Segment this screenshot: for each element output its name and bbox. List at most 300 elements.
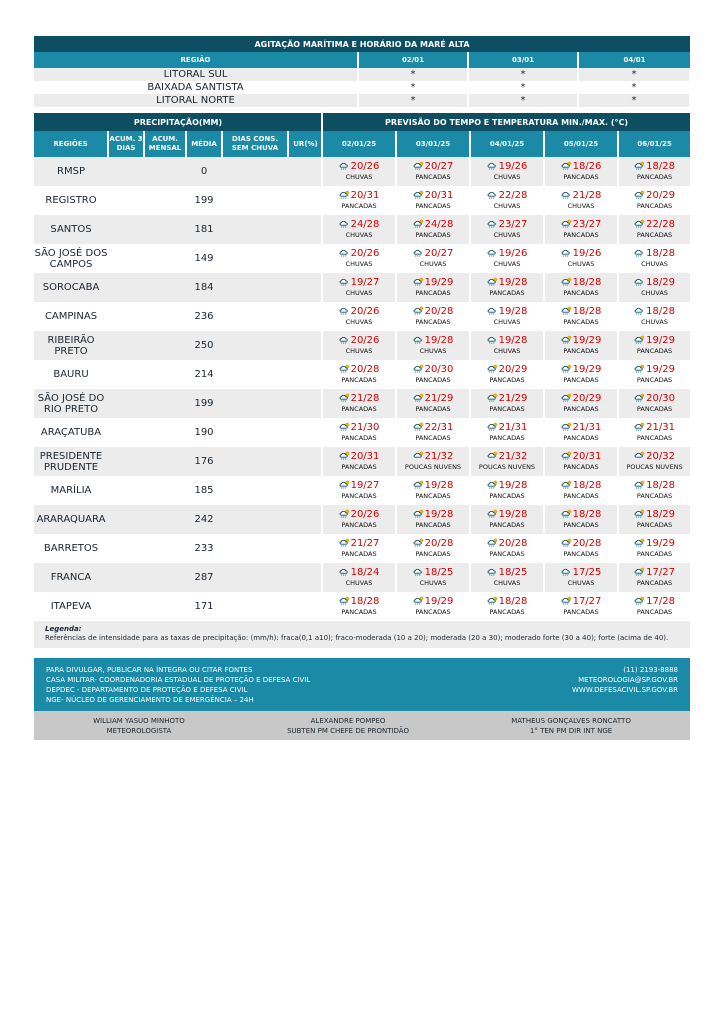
footer-line: PARA DIVULGAR, PUBLICAR NA ÍNTEGRA OU CITAR FONTES bbox=[46, 666, 253, 674]
temp-range: 18/25 bbox=[498, 567, 528, 578]
forecast-cell bbox=[544, 157, 618, 186]
condition: PANCADAS bbox=[489, 550, 525, 558]
condition: CHUVAS bbox=[493, 202, 521, 210]
dias-cell bbox=[222, 389, 288, 418]
temp-range: 19/26 bbox=[498, 248, 528, 259]
condition: PANCADAS bbox=[489, 521, 525, 529]
media-value: 250 bbox=[186, 331, 222, 360]
sun-cloud-rain-icon bbox=[413, 393, 425, 404]
mare-region: BAIXADA SANTISTA bbox=[34, 81, 358, 94]
sun-cloud-icon bbox=[487, 451, 499, 462]
ur-cell bbox=[288, 215, 322, 244]
forecast-cell bbox=[618, 389, 690, 418]
region-name: SOROCABA bbox=[34, 273, 108, 302]
condition: PANCADAS bbox=[415, 173, 451, 181]
temp-range: 18/28 bbox=[572, 480, 602, 491]
condition: PANCADAS bbox=[341, 376, 377, 384]
sun-cloud-rain-icon bbox=[339, 422, 351, 433]
cloud-rain-icon bbox=[339, 219, 351, 230]
sun-cloud-rain-icon bbox=[413, 596, 425, 607]
forecast-cell bbox=[396, 360, 470, 389]
forecast-cell bbox=[470, 534, 544, 563]
region-name: RMSP bbox=[34, 157, 108, 186]
sun-cloud-icon bbox=[634, 451, 646, 462]
dias-cell bbox=[222, 476, 288, 505]
temp-range: 21/27 bbox=[350, 538, 380, 549]
dias-cell bbox=[222, 563, 288, 592]
acum3-cell bbox=[108, 186, 144, 215]
cloud-rain-icon bbox=[339, 306, 351, 317]
acum-mensal-cell bbox=[144, 476, 186, 505]
ur-cell bbox=[288, 302, 322, 331]
temp-range: 18/28 bbox=[646, 248, 675, 259]
condition: PANCADAS bbox=[563, 173, 599, 181]
condition: PANCADAS bbox=[415, 376, 451, 384]
condition: PANCADAS bbox=[563, 376, 599, 384]
forecast-cell bbox=[618, 534, 690, 563]
acum3-cell bbox=[108, 476, 144, 505]
acum-mensal-cell bbox=[144, 592, 186, 621]
cloud-rain-icon bbox=[487, 306, 499, 317]
temp-range: 19/29 bbox=[424, 277, 454, 288]
sun-cloud-rain-icon bbox=[634, 567, 646, 578]
mare-value: * bbox=[578, 94, 690, 107]
media-value: 214 bbox=[186, 360, 222, 389]
signature-name: ALEXANDRE POMPEO bbox=[310, 717, 386, 725]
region-name: SÃO JOSÉ DOS CAMPOS bbox=[34, 244, 108, 273]
media-value: 149 bbox=[186, 244, 222, 273]
acum-mensal-cell bbox=[144, 447, 186, 476]
sun-cloud-rain-icon bbox=[634, 596, 646, 607]
forecast-cell bbox=[396, 389, 470, 418]
mare-value: * bbox=[358, 81, 468, 94]
forecast-row bbox=[34, 157, 690, 186]
col-regioes: REGIÕES bbox=[53, 139, 88, 148]
cloud-rain-icon bbox=[413, 567, 425, 578]
condition: CHUVAS bbox=[345, 579, 373, 587]
forecast-cell bbox=[322, 360, 396, 389]
condition: PANCADAS bbox=[636, 492, 673, 500]
temp-range: 19/29 bbox=[646, 538, 675, 549]
forecast-cell bbox=[544, 418, 618, 447]
condition: PANCADAS bbox=[563, 492, 599, 500]
condition: CHUVAS bbox=[345, 231, 373, 239]
sun-cloud-rain-icon bbox=[339, 190, 351, 201]
forecast-cell bbox=[544, 215, 618, 244]
condition: PANCADAS bbox=[415, 550, 451, 558]
forecast-cell bbox=[618, 186, 690, 215]
temp-range: 20/31 bbox=[424, 190, 454, 201]
condition: PANCADAS bbox=[563, 289, 599, 297]
col-media: MÉDIA bbox=[186, 131, 222, 157]
forecast-cell bbox=[470, 476, 544, 505]
sun-cloud-rain-icon bbox=[339, 480, 351, 491]
footer-email[interactable]: METEOROLOGIA@SP.GOV.BR bbox=[578, 676, 678, 684]
region-name: BARRETOS bbox=[34, 534, 108, 563]
temp-range: 20/31 bbox=[572, 451, 602, 462]
mare-row bbox=[34, 94, 690, 107]
forecast-cell bbox=[470, 418, 544, 447]
sun-cloud-rain-icon bbox=[561, 393, 573, 404]
cloud-rain-icon bbox=[634, 248, 646, 259]
forecast-cell bbox=[322, 273, 396, 302]
temp-range: 18/28 bbox=[646, 161, 675, 172]
forecast-table bbox=[34, 113, 690, 621]
temp-range: 22/28 bbox=[646, 219, 675, 230]
col-date: 06/01/25 bbox=[618, 131, 690, 157]
temp-range: 20/30 bbox=[646, 393, 675, 404]
footer-website[interactable]: WWW.DEFESACIVIL.SP.GOV.BR bbox=[571, 686, 678, 694]
mare-value: * bbox=[468, 68, 578, 81]
sun-cloud-rain-icon bbox=[413, 161, 425, 172]
forecast-row bbox=[34, 592, 690, 621]
dias-cell bbox=[222, 157, 288, 186]
condition: CHUVAS bbox=[419, 260, 447, 268]
forecast-cell bbox=[396, 331, 470, 360]
signature-role: 1° TEN PM DIR INT NGE bbox=[529, 727, 613, 735]
temp-range: 20/32 bbox=[646, 451, 675, 462]
mare-row bbox=[34, 68, 690, 81]
bulletin bbox=[34, 36, 690, 740]
acum-mensal-cell bbox=[144, 563, 186, 592]
ur-cell bbox=[288, 273, 322, 302]
temp-range: 20/26 bbox=[350, 509, 380, 520]
condition: POUCAS NUVENS bbox=[404, 463, 462, 471]
dias-cell bbox=[222, 273, 288, 302]
sun-cloud-rain-icon bbox=[634, 161, 646, 172]
sun-cloud-rain-icon bbox=[413, 364, 425, 375]
condition: PANCADAS bbox=[563, 463, 599, 471]
ur-cell bbox=[288, 186, 322, 215]
temp-range: 21/28 bbox=[572, 190, 602, 201]
temp-range: 20/30 bbox=[424, 364, 454, 375]
mare-value: * bbox=[468, 81, 578, 94]
temp-range: 22/28 bbox=[498, 190, 528, 201]
condition: PANCADAS bbox=[489, 608, 525, 616]
condition: CHUVAS bbox=[493, 318, 521, 326]
dias-cell bbox=[222, 534, 288, 563]
sun-cloud-rain-icon bbox=[339, 451, 351, 462]
dias-cell bbox=[222, 418, 288, 447]
condition: PANCADAS bbox=[415, 202, 451, 210]
temp-range: 21/32 bbox=[424, 451, 454, 462]
sun-cloud-icon bbox=[413, 451, 425, 462]
forecast-cell bbox=[544, 244, 618, 273]
region-name: ARAÇATUBA bbox=[34, 418, 108, 447]
condition: POUCAS NUVENS bbox=[626, 463, 683, 471]
legend bbox=[34, 621, 690, 648]
region-name: SÃO JOSÉ DO RIO PRETO bbox=[34, 389, 108, 418]
acum3-cell bbox=[108, 331, 144, 360]
region-name: BAURU bbox=[34, 360, 108, 389]
forecast-cell bbox=[544, 505, 618, 534]
forecast-cell bbox=[322, 331, 396, 360]
condition: PANCADAS bbox=[563, 550, 599, 558]
temp-range: 19/27 bbox=[350, 480, 380, 491]
signature-name: MATHEUS GONÇALVES RONCATTO bbox=[511, 717, 631, 725]
sun-cloud-rain-icon bbox=[634, 538, 646, 549]
ur-cell bbox=[288, 157, 322, 186]
acum-mensal-cell bbox=[144, 186, 186, 215]
cloud-rain-icon bbox=[634, 306, 646, 317]
acum-mensal-cell bbox=[144, 418, 186, 447]
forecast-cell bbox=[618, 592, 690, 621]
acum-mensal-cell bbox=[144, 505, 186, 534]
condition: CHUVAS bbox=[567, 260, 595, 268]
forecast-cell bbox=[470, 447, 544, 476]
temp-range: 24/28 bbox=[424, 219, 454, 230]
temp-range: 18/28 bbox=[572, 509, 602, 520]
forecast-cell bbox=[544, 331, 618, 360]
footer-line: DEPDEC - DEPARTAMENTO DE PROTEÇÃO E DEFESA CIVIL bbox=[46, 686, 248, 694]
region-name: ARARAQUARA bbox=[34, 505, 108, 534]
sun-cloud-rain-icon bbox=[634, 422, 646, 433]
forecast-cell bbox=[322, 505, 396, 534]
forecast-cell bbox=[544, 592, 618, 621]
condition: CHUVAS bbox=[641, 318, 668, 326]
cloud-rain-icon bbox=[487, 567, 499, 578]
temp-range: 17/25 bbox=[572, 567, 602, 578]
cloud-rain-icon bbox=[339, 248, 351, 259]
sun-cloud-rain-icon bbox=[561, 364, 573, 375]
condition: PANCADAS bbox=[415, 434, 451, 442]
forecast-cell bbox=[544, 360, 618, 389]
forecast-cell bbox=[322, 215, 396, 244]
cloud-rain-icon bbox=[339, 335, 351, 346]
forecast-cell bbox=[396, 186, 470, 215]
forecast-cell bbox=[322, 592, 396, 621]
mare-value: * bbox=[358, 94, 468, 107]
forecast-cell bbox=[470, 186, 544, 215]
temp-range: 20/28 bbox=[424, 538, 454, 549]
sun-cloud-rain-icon bbox=[339, 509, 351, 520]
forecast-cell bbox=[618, 331, 690, 360]
condition: PANCADAS bbox=[489, 492, 525, 500]
cloud-rain-icon bbox=[487, 161, 499, 172]
sun-cloud-rain-icon bbox=[634, 364, 646, 375]
forecast-cell bbox=[470, 157, 544, 186]
temp-range: 20/29 bbox=[646, 190, 675, 201]
mare-value: * bbox=[358, 68, 468, 81]
acum-mensal-cell bbox=[144, 389, 186, 418]
temp-range: 19/28 bbox=[498, 277, 528, 288]
col-acum-mensal: ACUM. MENSAL bbox=[144, 131, 186, 157]
footer-right bbox=[572, 665, 678, 705]
forecast-cell bbox=[544, 563, 618, 592]
condition: PANCADAS bbox=[341, 405, 377, 413]
dias-cell bbox=[222, 302, 288, 331]
condition: CHUVAS bbox=[493, 579, 521, 587]
forecast-cell bbox=[618, 360, 690, 389]
temp-range: 17/27 bbox=[572, 596, 602, 607]
ur-cell bbox=[288, 389, 322, 418]
condition: PANCADAS bbox=[341, 550, 377, 558]
temp-range: 20/26 bbox=[350, 306, 380, 317]
condition: CHUVAS bbox=[493, 260, 521, 268]
acum3-cell bbox=[108, 418, 144, 447]
cloud-rain-icon bbox=[487, 335, 499, 346]
sun-cloud-rain-icon bbox=[413, 277, 425, 288]
mare-date: 04/01 bbox=[578, 52, 690, 68]
forecast-cell bbox=[470, 505, 544, 534]
condition: CHUVAS bbox=[419, 347, 447, 355]
acum3-cell bbox=[108, 563, 144, 592]
temp-range: 17/27 bbox=[646, 567, 675, 578]
dias-cell bbox=[222, 505, 288, 534]
condition: CHUVAS bbox=[641, 289, 668, 297]
acum3-cell bbox=[108, 389, 144, 418]
temp-range: 24/28 bbox=[350, 219, 380, 230]
col-date: 03/01/25 bbox=[396, 131, 470, 157]
condition: PANCADAS bbox=[563, 521, 599, 529]
acum-mensal-cell bbox=[144, 360, 186, 389]
media-value: 287 bbox=[186, 563, 222, 592]
signatures bbox=[34, 711, 690, 740]
acum-mensal-cell bbox=[144, 215, 186, 244]
temp-range: 18/25 bbox=[424, 567, 454, 578]
forecast-row bbox=[34, 273, 690, 302]
forecast-cell bbox=[322, 534, 396, 563]
temp-range: 21/31 bbox=[572, 422, 602, 433]
forecast-cell bbox=[470, 331, 544, 360]
media-value: 185 bbox=[186, 476, 222, 505]
condition: PANCADAS bbox=[489, 405, 525, 413]
forecast-cell bbox=[618, 215, 690, 244]
sun-cloud-rain-icon bbox=[561, 480, 573, 491]
condition: CHUVAS bbox=[345, 318, 373, 326]
sun-cloud-rain-icon bbox=[487, 596, 499, 607]
sun-cloud-rain-icon bbox=[413, 190, 425, 201]
forecast-cell bbox=[396, 592, 470, 621]
sun-cloud-rain-icon bbox=[487, 393, 499, 404]
sun-cloud-rain-icon bbox=[634, 393, 646, 404]
forecast-cell bbox=[396, 534, 470, 563]
sun-cloud-rain-icon bbox=[561, 277, 573, 288]
forecast-cell bbox=[544, 302, 618, 331]
cloud-rain-icon bbox=[561, 248, 573, 259]
temp-range: 18/28 bbox=[646, 480, 675, 491]
condition: PANCADAS bbox=[489, 289, 525, 297]
forecast-row bbox=[34, 534, 690, 563]
footer-line: NGE- NÚCLEO DE GERENCIAMENTO DE EMERGÊNCIA – 24H bbox=[46, 696, 254, 704]
cloud-rain-icon bbox=[487, 190, 499, 201]
forecast-cell bbox=[322, 244, 396, 273]
forecast-cell bbox=[396, 418, 470, 447]
cloud-rain-icon bbox=[634, 277, 646, 288]
sun-cloud-rain-icon bbox=[413, 219, 425, 230]
forecast-cell bbox=[322, 563, 396, 592]
temp-range: 21/29 bbox=[424, 393, 454, 404]
dias-cell bbox=[222, 331, 288, 360]
sun-cloud-rain-icon bbox=[561, 509, 573, 520]
sun-cloud-rain-icon bbox=[487, 364, 499, 375]
condition: CHUVAS bbox=[567, 579, 595, 587]
forecast-cell bbox=[396, 215, 470, 244]
condition: PANCADAS bbox=[415, 405, 451, 413]
forecast-row bbox=[34, 360, 690, 389]
signature bbox=[287, 716, 409, 736]
sun-cloud-rain-icon bbox=[561, 335, 573, 346]
temp-range: 20/28 bbox=[424, 306, 454, 317]
temp-range: 20/26 bbox=[350, 161, 380, 172]
forecast-cell bbox=[618, 563, 690, 592]
forecast-cell bbox=[322, 476, 396, 505]
media-value: 181 bbox=[186, 215, 222, 244]
temp-range: 19/29 bbox=[572, 335, 602, 346]
temp-range: 20/26 bbox=[350, 248, 380, 259]
ur-cell bbox=[288, 331, 322, 360]
mare-date: 02/01 bbox=[358, 52, 468, 68]
forecast-cell bbox=[544, 447, 618, 476]
mare-region: LITORAL SUL bbox=[34, 68, 358, 81]
condition: PANCADAS bbox=[636, 550, 673, 558]
temp-range: 20/29 bbox=[498, 364, 528, 375]
ur-cell bbox=[288, 476, 322, 505]
forecast-cell bbox=[618, 157, 690, 186]
forecast-row bbox=[34, 476, 690, 505]
temp-range: 19/29 bbox=[646, 335, 675, 346]
cloud-rain-icon bbox=[561, 567, 573, 578]
condition: PANCADAS bbox=[636, 347, 673, 355]
sun-cloud-rain-icon bbox=[634, 219, 646, 230]
acum-mensal-cell bbox=[144, 157, 186, 186]
signature bbox=[93, 716, 185, 736]
temp-range: 20/26 bbox=[350, 335, 380, 346]
forecast-cell bbox=[470, 360, 544, 389]
sun-cloud-rain-icon bbox=[634, 335, 646, 346]
temp-range: 19/26 bbox=[572, 248, 602, 259]
forecast-cell bbox=[470, 563, 544, 592]
forecast-row bbox=[34, 505, 690, 534]
acum3-cell bbox=[108, 215, 144, 244]
dias-cell bbox=[222, 215, 288, 244]
temp-range: 18/28 bbox=[572, 277, 602, 288]
cloud-rain-icon bbox=[487, 219, 499, 230]
acum3-cell bbox=[108, 534, 144, 563]
cloud-rain-icon bbox=[561, 190, 573, 201]
region-name: CAMPINAS bbox=[34, 302, 108, 331]
signature bbox=[511, 716, 631, 736]
forecast-row bbox=[34, 563, 690, 592]
acum3-cell bbox=[108, 244, 144, 273]
temp-range: 21/31 bbox=[498, 422, 528, 433]
forecast-cell bbox=[618, 302, 690, 331]
forecast-row bbox=[34, 302, 690, 331]
condition: PANCADAS bbox=[415, 231, 451, 239]
signature-role: SUBTEN PM CHEFE DE PRONTIDÃO bbox=[287, 727, 409, 735]
forecast-row bbox=[34, 418, 690, 447]
media-value: 199 bbox=[186, 389, 222, 418]
temp-range: 18/28 bbox=[646, 306, 675, 317]
mare-value: * bbox=[578, 81, 690, 94]
forecast-cell bbox=[618, 244, 690, 273]
media-value: 242 bbox=[186, 505, 222, 534]
condition: PANCADAS bbox=[563, 347, 599, 355]
condition: CHUVAS bbox=[493, 347, 521, 355]
sun-cloud-rain-icon bbox=[634, 190, 646, 201]
forecast-cell bbox=[544, 186, 618, 215]
legend-title: Legenda: bbox=[45, 625, 82, 633]
condition: CHUVAS bbox=[345, 260, 373, 268]
sun-cloud-rain-icon bbox=[561, 161, 573, 172]
condition: PANCADAS bbox=[636, 434, 673, 442]
forecast-cell bbox=[544, 389, 618, 418]
dias-cell bbox=[222, 592, 288, 621]
forecast-cell bbox=[322, 302, 396, 331]
precip-title: PRECIPITAÇÃO(MM) bbox=[133, 117, 223, 127]
forecast-title: PREVISÃO DO TEMPO E TEMPERATURA MIN./MAX. (°C) bbox=[322, 113, 690, 131]
condition: POUCAS NUVENS bbox=[478, 463, 536, 471]
